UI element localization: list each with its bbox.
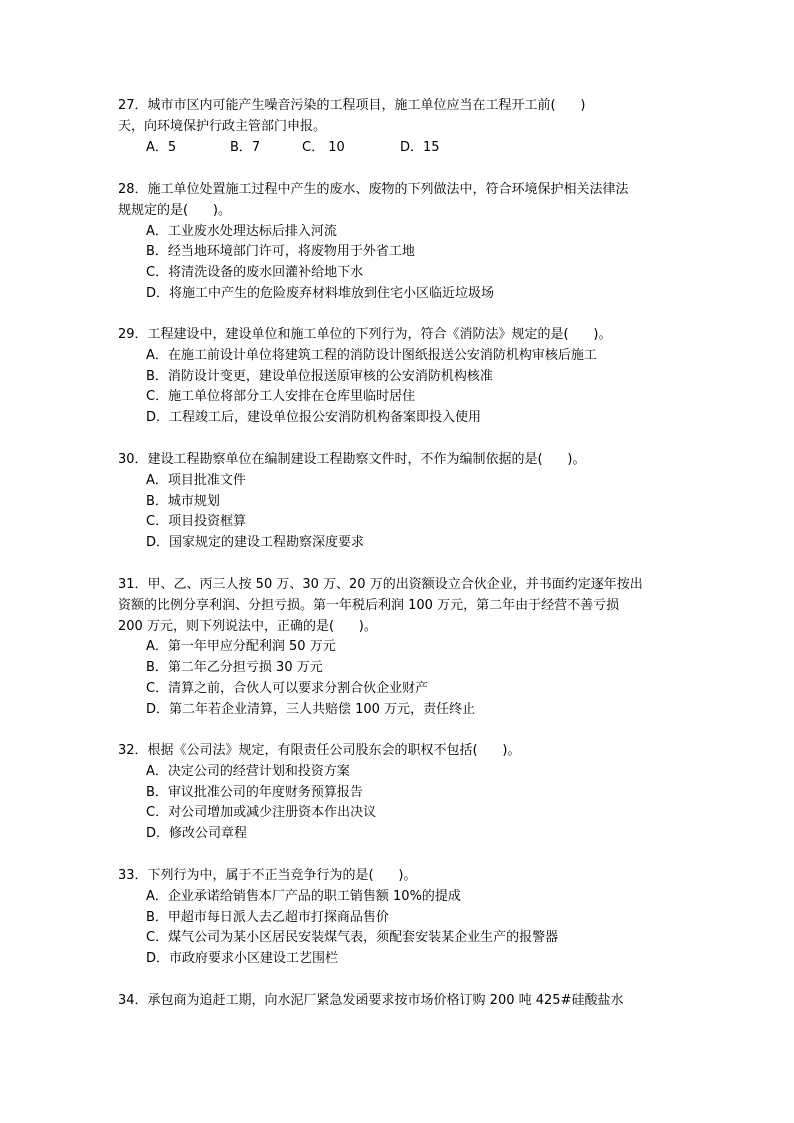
question-29 <box>118 325 678 429</box>
option-b: B．消防设计变更，建设单位报送原审核的公安消防机构核准 <box>146 368 493 384</box>
options-list <box>118 887 678 970</box>
option-d: D．15 <box>400 139 440 155</box>
option-d: D．将施工中产生的危险废弃材料堆放到住宅小区临近垃圾场 <box>146 285 495 301</box>
option-b: B．经当地环境部门许可，将废物用于外省工地 <box>146 244 415 260</box>
option-d: D．第二年若企业清算，三人共赔偿 100 万元，责任终止 <box>146 701 476 717</box>
option-c: C．施工单位将部分工人安排在仓库里临时居住 <box>146 389 416 405</box>
option-c: C．煤气公司为某小区居民安装煤气表，须配套安装某企业生产的报警器 <box>146 930 559 946</box>
option-c: C．清算之前，合伙人可以要求分割合伙企业财产 <box>146 680 429 696</box>
option-b: B．甲超市每日派人去乙超市打探商品售价 <box>146 909 389 925</box>
question-27 <box>118 96 678 158</box>
option-a: A．第一年甲应分配利润 50 万元 <box>146 639 336 655</box>
options-list <box>118 471 678 554</box>
options-list <box>118 762 678 845</box>
question-stem: 27．城市市区内可能产生噪音污染的工程项目，施工单位应当在工程开工前( ) 天，向环境保护行政主管部门申报。 <box>118 98 586 134</box>
option-d: D．工程竣工后，建设单位报公安消防机构备案即投入使用 <box>146 410 482 426</box>
question-stem: 31．甲、乙、丙三人按 50 万、30 万、20 万的出资额设立合伙企业，并书面约定逐年按出 资额的比例分享利润、分担亏损。第一年税后利润 100 万元，第二年由于经营不善亏损 200 万元，则下列说法中，正确的是( )。 <box>118 577 643 634</box>
option-c: C．项目投资框算 <box>146 514 247 530</box>
question-31 <box>118 575 678 721</box>
question-34 <box>118 991 678 1012</box>
option-b: B．第二年乙分担亏损 30 万元 <box>146 660 323 676</box>
option-d: D．市政府要求小区建设工艺围栏 <box>146 951 339 967</box>
option-a: A．工业废水处理达标后排入河流 <box>146 223 337 239</box>
option-c: C．将清洗设备的废水回灌补给地下水 <box>146 265 364 281</box>
question-stem: 29．工程建设中，建设单位和施工单位的下列行为，符合《消防法》规定的是( )。 <box>118 327 612 342</box>
question-stem: 28．施工单位处置施工过程中产生的废水、废物的下列做法中，符合环境保护相关法律法 规规定的是( )。 <box>118 182 629 218</box>
options-list <box>118 222 678 305</box>
option-a: A．项目批准文件 <box>146 472 246 488</box>
question-stem: 34．承包商为追赶工期，向水泥厂紧急发函要求按市场价格订购 200 吨 425#硅酸盐水 <box>118 993 624 1008</box>
question-stem: 30．建设工程勘察单位在编制建设工程勘察文件时，不作为编制依据的是( )。 <box>118 452 586 467</box>
option-c: C． 10 <box>302 139 345 155</box>
question-stem: 33．下列行为中，属于不正当竞争行为的是( )。 <box>118 868 417 883</box>
question-33 <box>118 866 678 970</box>
question-28 <box>118 180 678 305</box>
option-b: B．城市规划 <box>146 493 220 509</box>
option-b: B．7 <box>230 139 261 155</box>
option-a: A．在施工前设计单位将建筑工程的消防设计图纸报送公安消防机构审核后施工 <box>146 347 597 363</box>
option-d: D．国家规定的建设工程勘察深度要求 <box>146 535 365 551</box>
question-stem: 32．根据《公司法》规定，有限责任公司股东会的职权不包括( )。 <box>118 743 521 758</box>
option-a: A．5 <box>146 139 177 155</box>
option-a: A．企业承诺给销售本厂产品的职工销售额 10%的提成 <box>146 888 461 904</box>
option-c: C．对公司增加或减少注册资本作出决议 <box>146 805 377 821</box>
inline-options <box>118 138 678 159</box>
option-d: D．修改公司章程 <box>146 826 248 842</box>
question-30 <box>118 450 678 554</box>
options-list <box>118 637 678 720</box>
option-a: A．决定公司的经营计划和投资方案 <box>146 763 350 779</box>
options-list <box>118 346 678 429</box>
question-32 <box>118 741 678 845</box>
option-b: B．审议批准公司的年度财务预算报告 <box>146 784 363 800</box>
